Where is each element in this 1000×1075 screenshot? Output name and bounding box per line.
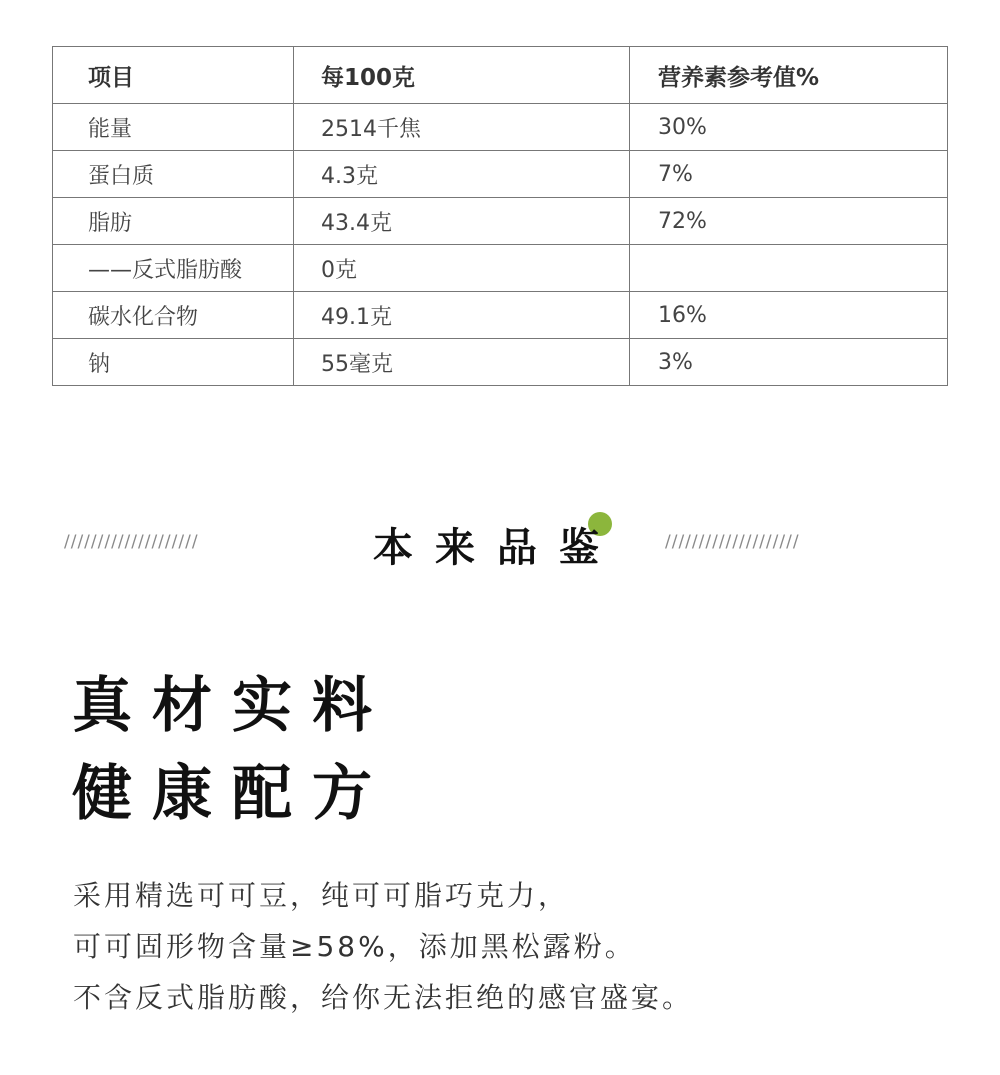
header-nrv: 营养素参考值% — [630, 47, 948, 104]
cell-nrv: 30% — [630, 104, 948, 151]
table-header-row — [53, 47, 948, 104]
cell-item: 脂肪 — [53, 198, 294, 245]
header-per-100g: 每100克 — [294, 47, 630, 104]
cell-nrv: 16% — [630, 292, 948, 339]
cell-per-100g: 43.4克 — [294, 198, 630, 245]
table-row — [53, 245, 948, 292]
body-text-line-1: 采用精选可可豆，纯可可脂巧克力， — [73, 879, 570, 912]
decorative-slashes-right: //////////////////// — [665, 532, 800, 552]
header-item: 项目 — [53, 47, 294, 104]
headline-line-1: 真材实料 — [72, 671, 392, 741]
cell-nrv — [630, 245, 948, 292]
cell-nrv: 7% — [630, 151, 948, 198]
cell-nrv: 72% — [630, 198, 948, 245]
cell-item: 碳水化合物 — [53, 292, 294, 339]
cell-per-100g: 0克 — [294, 245, 630, 292]
table-row — [53, 198, 948, 245]
cell-item: 蛋白质 — [53, 151, 294, 198]
cell-per-100g: 4.3克 — [294, 151, 630, 198]
table-row — [53, 339, 948, 386]
nutrition-table — [52, 46, 948, 386]
cell-nrv: 3% — [630, 339, 948, 386]
cell-per-100g: 49.1克 — [294, 292, 630, 339]
body-text-line-2: 可可固形物含量≥58%，添加黑松露粉。 — [73, 930, 636, 963]
body-text-line-3: 不含反式脂肪酸，给你无法拒绝的感官盛宴。 — [73, 981, 694, 1014]
cell-item: 能量 — [53, 104, 294, 151]
table-row — [53, 151, 948, 198]
decorative-slashes-left: //////////////////// — [64, 532, 199, 552]
section-title: 本来品鉴 — [373, 525, 621, 571]
table-row — [53, 104, 948, 151]
headline-line-2: 健康配方 — [72, 759, 392, 829]
cell-item: ——反式脂肪酸 — [53, 245, 294, 292]
table-row — [53, 292, 948, 339]
cell-per-100g: 2514千焦 — [294, 104, 630, 151]
cell-per-100g: 55毫克 — [294, 339, 630, 386]
cell-item: 钠 — [53, 339, 294, 386]
